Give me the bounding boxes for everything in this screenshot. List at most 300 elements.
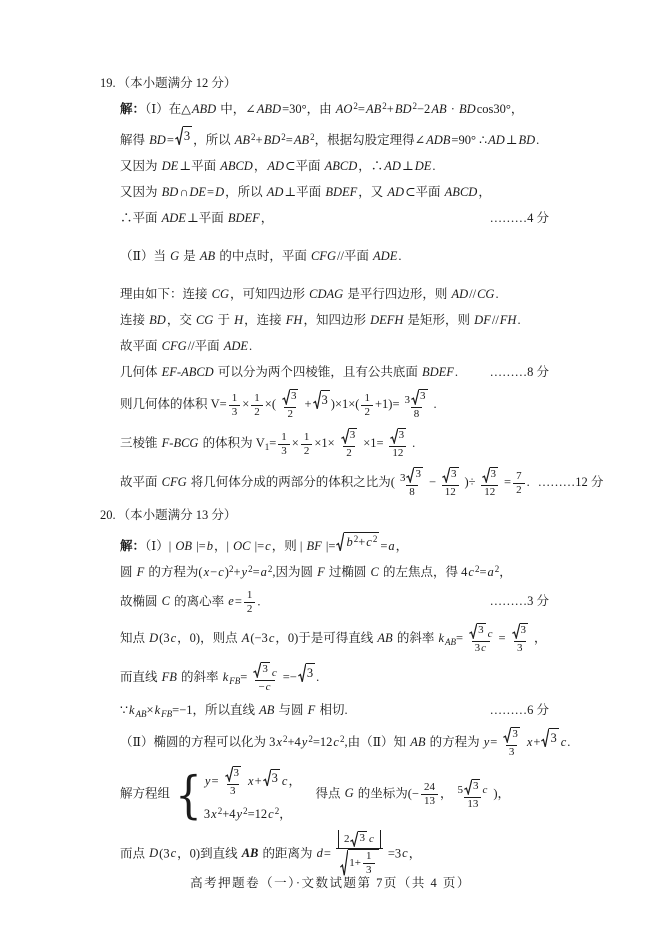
fraction-denominator bbox=[389, 446, 406, 460]
solution-line bbox=[100, 337, 549, 356]
solution-line bbox=[100, 100, 549, 119]
math-text: |= bbox=[322, 539, 336, 553]
fraction-denominator bbox=[411, 407, 423, 421]
square-root bbox=[411, 389, 428, 405]
math-text: 可以分为两个四棱锥，且有公共底面 bbox=[214, 365, 421, 379]
math-text: （Ⅱ）椭圆的方程可以化为 3 bbox=[120, 734, 276, 749]
math-variable: x bbox=[276, 734, 282, 749]
math-text: // bbox=[491, 313, 499, 327]
math-text: ， bbox=[260, 211, 274, 225]
fraction-denominator bbox=[406, 485, 418, 499]
math-text: |= bbox=[251, 539, 265, 553]
math-variable: BD bbox=[263, 133, 281, 147]
radicand bbox=[358, 831, 367, 847]
superscript: 2 bbox=[308, 733, 313, 744]
square-root bbox=[336, 532, 379, 552]
math-text: 13 bbox=[467, 797, 479, 810]
fraction-denominator bbox=[229, 405, 241, 419]
math-text: . bbox=[526, 474, 530, 489]
math-text: 知点 bbox=[120, 630, 149, 645]
math-text: )÷ bbox=[464, 474, 476, 489]
subscript: FB bbox=[161, 708, 173, 719]
superscript: 2 bbox=[310, 131, 315, 142]
math-variable: AB bbox=[410, 734, 426, 749]
math-variable: a bbox=[260, 565, 267, 579]
math-variable: FB bbox=[161, 669, 177, 684]
radical-sign-icon bbox=[482, 467, 490, 483]
math-text: ) bbox=[224, 565, 229, 579]
radical-sign-icon bbox=[411, 389, 419, 405]
line-content bbox=[120, 532, 408, 556]
math-text: 1 bbox=[281, 430, 287, 443]
math-variable: c bbox=[481, 642, 486, 654]
fraction-numerator bbox=[244, 589, 256, 602]
math-text: 3 bbox=[512, 728, 518, 740]
math-text: × bbox=[242, 396, 250, 411]
blank-line bbox=[100, 235, 549, 247]
math-text: 2 bbox=[343, 832, 350, 845]
math-text: = bbox=[380, 539, 388, 553]
math-text: 故椭圆 bbox=[120, 594, 161, 609]
math-variable: c bbox=[366, 535, 372, 549]
fraction-numerator bbox=[278, 431, 290, 444]
line-content bbox=[120, 285, 499, 304]
math-text: 2 bbox=[516, 483, 522, 496]
math-text: = bbox=[234, 594, 242, 609]
line-content bbox=[120, 311, 521, 330]
math-variable: AD bbox=[387, 185, 405, 199]
score-label: ………6 分 bbox=[489, 703, 549, 717]
radicand bbox=[306, 663, 315, 683]
math-variable: c bbox=[281, 773, 288, 788]
fraction bbox=[333, 830, 386, 879]
fraction-numerator bbox=[421, 781, 438, 794]
radical-sign-icon bbox=[464, 779, 472, 795]
fraction-numerator bbox=[337, 428, 362, 446]
fraction bbox=[465, 623, 496, 655]
math-variable: a bbox=[388, 539, 395, 553]
math-text: + bbox=[533, 734, 541, 749]
math-text: ∩ bbox=[179, 185, 189, 199]
math-text: 3 bbox=[415, 468, 421, 480]
math-variable: c bbox=[170, 846, 177, 861]
math-text: 的中点时，平面 bbox=[216, 249, 310, 263]
equation-row bbox=[204, 806, 301, 823]
math-variable: AO bbox=[335, 102, 353, 116]
math-variable: BD bbox=[161, 185, 179, 199]
fraction-denominator bbox=[227, 784, 239, 798]
square-root bbox=[313, 390, 330, 410]
math-text: 1+ bbox=[349, 857, 362, 870]
score-label: ………8 分 bbox=[489, 365, 549, 379]
math-variable: b bbox=[206, 539, 213, 553]
math-text: 3 bbox=[508, 746, 515, 758]
superscript: 2 bbox=[339, 733, 345, 744]
line-content bbox=[120, 701, 348, 720]
math-variable: CG bbox=[477, 287, 495, 301]
square-root bbox=[390, 428, 407, 444]
math-text: ×1= bbox=[363, 435, 384, 450]
problem-20 bbox=[100, 506, 571, 879]
math-text: =12 bbox=[312, 734, 333, 749]
solution-line bbox=[100, 563, 549, 582]
radical-sign-icon bbox=[512, 623, 520, 639]
math-variable: CFG bbox=[161, 339, 187, 353]
math-text: ,因为圆 bbox=[272, 565, 317, 579]
radical-sign-icon bbox=[442, 467, 450, 483]
superscript: 2 bbox=[372, 533, 378, 544]
radical-sign-icon bbox=[253, 662, 261, 678]
math-text: 于 bbox=[214, 313, 234, 327]
fraction bbox=[301, 431, 313, 458]
math-text: 3 bbox=[420, 390, 426, 402]
math-variable: F-BCG bbox=[161, 435, 199, 450]
solution-line bbox=[100, 126, 549, 150]
line-content bbox=[120, 157, 436, 176]
math-text: ，所以 bbox=[225, 185, 266, 199]
math-variable: ABCD bbox=[444, 185, 478, 199]
math-text: 过椭圆 bbox=[325, 565, 370, 579]
fraction-numerator bbox=[397, 467, 427, 485]
fraction-denominator bbox=[244, 602, 256, 616]
math-variable: AD bbox=[488, 133, 505, 147]
math-text: 1 bbox=[231, 391, 238, 404]
math-text: + bbox=[304, 396, 312, 411]
math-text: =3 bbox=[387, 846, 402, 861]
line-content bbox=[120, 830, 421, 879]
math-text: ⊂平面 bbox=[405, 185, 444, 199]
line-content bbox=[120, 623, 547, 655]
superscript: 2 bbox=[353, 100, 358, 111]
math-text: ⊥ bbox=[401, 159, 414, 173]
math-text: + bbox=[386, 102, 394, 116]
square-root bbox=[406, 467, 423, 483]
brace-icon: { bbox=[175, 764, 202, 824]
math-text: 3 bbox=[231, 405, 238, 418]
math-variable: DEFH bbox=[370, 313, 404, 327]
math-text: ，又 bbox=[358, 185, 387, 199]
problem-title: （本小题满分 13 分） bbox=[117, 508, 237, 522]
line-content bbox=[120, 563, 512, 582]
math-text: ，0)于是可得直线 bbox=[275, 630, 377, 645]
subscript: FB bbox=[229, 675, 241, 686]
math-text: 3 bbox=[520, 624, 527, 636]
line-content bbox=[120, 428, 415, 460]
fraction-denominator bbox=[284, 407, 296, 421]
math-variable: y bbox=[301, 734, 308, 749]
math-text: 相切. bbox=[316, 703, 348, 717]
math-text: 的斜率 bbox=[177, 669, 222, 684]
math-variable: BD bbox=[459, 102, 476, 116]
solution-line bbox=[100, 467, 604, 499]
math-variable: c bbox=[333, 734, 339, 749]
square-root bbox=[175, 126, 192, 146]
math-text: 三棱锥 bbox=[120, 435, 161, 450]
math-variable: BD bbox=[518, 133, 536, 147]
math-text: . bbox=[454, 365, 459, 379]
math-variable: AD bbox=[451, 287, 469, 301]
math-text: = bbox=[240, 669, 248, 684]
math-variable: ABD bbox=[191, 102, 217, 116]
blank-line bbox=[100, 273, 549, 285]
math-variable: A bbox=[241, 630, 250, 645]
radicand bbox=[490, 467, 499, 483]
superscript: 2 bbox=[281, 131, 286, 142]
fraction-denominator bbox=[361, 405, 373, 419]
math-variable: x bbox=[248, 773, 254, 788]
math-text: = bbox=[498, 630, 506, 645]
score-label: ………3 分 bbox=[489, 594, 549, 609]
math-variable: AB bbox=[377, 630, 393, 645]
math-text: 解方程组 bbox=[120, 786, 174, 801]
math-text: 3 bbox=[399, 472, 406, 484]
math-text: |= bbox=[193, 539, 206, 553]
radicand bbox=[344, 532, 379, 552]
math-text: ， bbox=[478, 185, 491, 199]
math-variable: c bbox=[368, 832, 374, 845]
math-text: ⊂平面 bbox=[285, 159, 324, 173]
math-text: ， bbox=[395, 539, 409, 553]
math-text: 而点 bbox=[120, 846, 149, 861]
math-variable: BD bbox=[394, 102, 412, 116]
math-variable: F bbox=[307, 703, 316, 717]
math-text: = bbox=[252, 565, 260, 579]
math-text: = bbox=[456, 630, 464, 645]
fraction bbox=[402, 389, 432, 421]
math-text: . bbox=[316, 669, 320, 684]
fraction-numerator bbox=[513, 470, 525, 483]
math-text: ， bbox=[408, 846, 422, 861]
solution-line bbox=[100, 766, 549, 823]
math-variable: ABCD bbox=[324, 159, 358, 173]
fraction bbox=[361, 392, 373, 419]
superscript: 2 bbox=[274, 805, 280, 816]
fraction-numerator bbox=[363, 850, 375, 863]
math-variable: DE bbox=[189, 185, 207, 199]
math-text: 的方程为 bbox=[426, 734, 483, 749]
math-variable: BDEF bbox=[227, 211, 260, 225]
math-variable: y bbox=[236, 807, 243, 821]
math-text: 3 bbox=[321, 392, 328, 407]
subscript: AB bbox=[445, 636, 457, 647]
math-text: =12 bbox=[247, 807, 268, 821]
math-text: 3 bbox=[230, 785, 236, 797]
fraction-numerator bbox=[402, 389, 432, 407]
fraction-numerator bbox=[251, 392, 263, 405]
math-text: 的斜率 bbox=[393, 630, 438, 645]
math-text: . bbox=[517, 313, 521, 327]
math-text: ，0)，则点 bbox=[177, 630, 241, 645]
square-root bbox=[464, 779, 481, 795]
math-text: = bbox=[323, 846, 331, 861]
math-text: × bbox=[291, 435, 299, 450]
math-text: 的坐标为(− bbox=[354, 786, 419, 801]
math-text: . bbox=[433, 396, 437, 411]
radicand bbox=[398, 428, 407, 444]
math-variable: b bbox=[346, 535, 353, 549]
math-text: (−3 bbox=[250, 630, 268, 645]
square-root bbox=[469, 623, 486, 639]
math-variable: CDAG bbox=[309, 287, 344, 301]
math-text: 的离心率 bbox=[170, 594, 228, 609]
math-text: = bbox=[211, 773, 219, 788]
superscript: 2 bbox=[353, 533, 359, 544]
square-root bbox=[225, 766, 242, 782]
math-text: =− bbox=[282, 669, 297, 684]
math-variable: AB bbox=[431, 102, 447, 116]
math-text: 1 bbox=[246, 589, 253, 601]
line-content bbox=[120, 389, 437, 421]
math-text: = bbox=[285, 133, 293, 147]
square-root bbox=[503, 727, 520, 743]
radicand bbox=[520, 623, 529, 639]
math-text: 又因为 bbox=[120, 159, 161, 173]
fraction-numerator bbox=[278, 389, 303, 407]
fraction bbox=[397, 467, 427, 499]
math-text: · bbox=[447, 102, 459, 116]
math-text: ， bbox=[499, 565, 512, 579]
math-variable: ADE bbox=[373, 249, 398, 263]
math-text: . bbox=[249, 339, 253, 353]
math-variable: G bbox=[170, 249, 180, 263]
math-text: 3 bbox=[290, 390, 297, 402]
fraction-denominator bbox=[255, 680, 274, 694]
math-text: ,由（Ⅱ）知 bbox=[344, 734, 410, 749]
math-variable: BD bbox=[149, 313, 166, 327]
math-text: +4 bbox=[287, 734, 301, 749]
fraction-denominator bbox=[513, 483, 525, 497]
math-variable: AB bbox=[259, 703, 275, 717]
math-variable: k bbox=[128, 703, 135, 717]
math-variable: F bbox=[317, 565, 325, 579]
math-variable: AB bbox=[199, 249, 216, 263]
math-text: 3 bbox=[517, 642, 523, 654]
radicand bbox=[233, 766, 242, 782]
radical-sign-icon bbox=[541, 728, 549, 748]
radical-sign-icon bbox=[390, 428, 398, 444]
math-text: 而直线 bbox=[120, 669, 161, 684]
line-content bbox=[120, 727, 570, 759]
math-variable: FH bbox=[499, 313, 517, 327]
math-text: 5 bbox=[457, 783, 463, 796]
math-text: ，∴ bbox=[358, 159, 384, 173]
radical-sign-icon bbox=[503, 727, 511, 743]
math-text: 又因为 bbox=[120, 185, 161, 199]
math-text: . bbox=[567, 734, 571, 749]
math-text: 的左焦点，得 4 bbox=[379, 565, 468, 579]
fraction-denominator bbox=[506, 745, 518, 759]
radical-sign-icon bbox=[406, 467, 414, 483]
math-variable: c bbox=[268, 807, 274, 821]
math-text: 与圆 bbox=[275, 703, 307, 717]
radical-sign-icon bbox=[313, 390, 321, 410]
square-root bbox=[253, 662, 270, 678]
math-variable: C bbox=[370, 565, 379, 579]
fraction bbox=[508, 623, 533, 655]
fraction-denominator bbox=[421, 794, 438, 808]
math-text: 2 bbox=[246, 603, 253, 615]
superscript: 2 bbox=[412, 100, 417, 111]
math-text: ⊥平面 bbox=[179, 159, 220, 173]
math-text: + bbox=[254, 773, 262, 788]
problem-number: 19. bbox=[100, 76, 116, 90]
math-text: −2 bbox=[417, 102, 431, 116]
fraction-numerator bbox=[438, 467, 463, 485]
solution-line bbox=[100, 589, 549, 616]
math-variable: c bbox=[468, 565, 474, 579]
radicand bbox=[414, 467, 423, 483]
math-variable: c bbox=[218, 565, 224, 579]
math-text: ， bbox=[288, 773, 301, 788]
math-text: 2 bbox=[346, 447, 352, 459]
fraction bbox=[337, 428, 362, 460]
math-text: 3 bbox=[203, 807, 211, 821]
line-content bbox=[120, 337, 252, 356]
math-variable: D bbox=[149, 630, 159, 645]
square-root bbox=[512, 623, 529, 639]
math-variable: ADE bbox=[223, 339, 249, 353]
fraction-numerator bbox=[301, 431, 313, 444]
math-text: 则几何体的体积 V= bbox=[120, 396, 227, 411]
math-text: × bbox=[146, 703, 154, 717]
math-variable: OB bbox=[175, 539, 193, 553]
math-text: 的方程为( bbox=[145, 565, 203, 579]
math-text: 3 bbox=[550, 730, 557, 745]
math-text: //平面 bbox=[187, 339, 223, 353]
math-variable: c bbox=[265, 681, 271, 693]
math-variable: CG bbox=[195, 313, 214, 327]
line-content bbox=[120, 209, 273, 228]
math-text: ， bbox=[534, 630, 547, 645]
math-variable: CFG bbox=[161, 474, 187, 489]
solution-line bbox=[100, 157, 549, 176]
math-text: ， bbox=[439, 786, 453, 801]
square-root bbox=[282, 389, 299, 405]
math-text: ×( bbox=[264, 396, 276, 411]
fraction-denominator bbox=[472, 641, 490, 655]
bold-math-variable: AB bbox=[241, 846, 259, 861]
solution-line bbox=[100, 662, 549, 694]
math-variable: c bbox=[482, 783, 488, 796]
fraction-denominator bbox=[442, 485, 459, 499]
math-text: 3 bbox=[404, 394, 410, 406]
radical-sign-icon bbox=[336, 532, 344, 552]
solution-line bbox=[100, 363, 549, 382]
math-variable: AD bbox=[267, 159, 285, 173]
math-variable: EF-ABCD bbox=[161, 365, 214, 379]
superscript: 2 bbox=[267, 563, 273, 574]
math-text: ⊥ bbox=[505, 133, 518, 147]
fraction bbox=[229, 392, 241, 419]
math-text: 得点 bbox=[302, 786, 344, 801]
math-text: 是 bbox=[180, 249, 199, 263]
math-text: 故平面 bbox=[120, 339, 161, 353]
math-text: = bbox=[357, 102, 365, 116]
superscript: 2 bbox=[243, 805, 248, 816]
math-text: =30°，由 bbox=[282, 102, 335, 116]
math-text: 中，∠ bbox=[217, 102, 256, 116]
solution-line bbox=[100, 247, 549, 266]
math-variable: C bbox=[161, 594, 170, 609]
math-text: ，0)到直线 bbox=[177, 846, 241, 861]
math-text: cos30°， bbox=[476, 102, 524, 116]
math-variable: BDEF bbox=[325, 185, 358, 199]
math-text: + bbox=[358, 535, 366, 549]
math-text: 7 bbox=[516, 469, 522, 482]
fraction bbox=[438, 467, 463, 499]
math-text: 13 bbox=[423, 795, 435, 807]
square-root bbox=[298, 663, 315, 683]
